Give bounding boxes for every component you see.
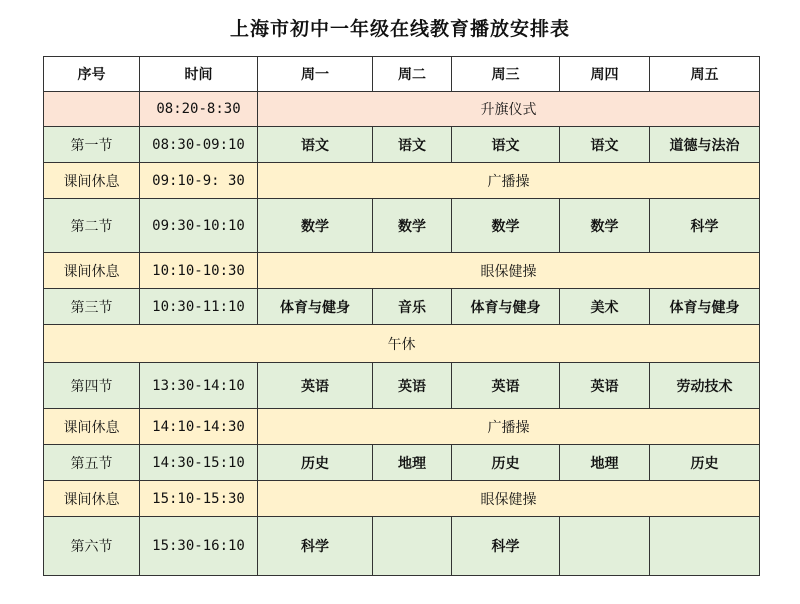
header-time: 时间 <box>140 57 258 92</box>
subject-cell: 劳动技术 <box>650 363 760 409</box>
table-row-period-3 <box>44 289 760 325</box>
period-time: 13:30-14:10 <box>140 363 258 409</box>
break-time: 15:10-15:30 <box>140 481 258 517</box>
break-activity: 眼保健操 <box>258 481 760 517</box>
page-title: 上海市初中一年级在线教育播放安排表 <box>229 18 570 40</box>
subject-cell: 数学 <box>258 199 373 253</box>
subject-cell: 语文 <box>452 127 560 163</box>
ceremony-label: 升旗仪式 <box>258 92 760 127</box>
subject-cell: 美术 <box>560 289 650 325</box>
table-row-period-1 <box>44 127 760 163</box>
subject-cell: 体育与健身 <box>650 289 760 325</box>
header-mon: 周一 <box>258 57 373 92</box>
subject-cell: 语文 <box>258 127 373 163</box>
ceremony-seq <box>44 92 140 127</box>
period-seq: 第六节 <box>44 517 140 576</box>
period-time: 08:30-09:10 <box>140 127 258 163</box>
subject-cell: 地理 <box>560 445 650 481</box>
table-row-period-6 <box>44 517 760 576</box>
ceremony-row <box>44 92 760 127</box>
subject-cell: 数学 <box>373 199 452 253</box>
subject-cell: 科学 <box>650 199 760 253</box>
header-thu: 周四 <box>560 57 650 92</box>
subject-cell: 体育与健身 <box>258 289 373 325</box>
break-activity: 广播操 <box>258 163 760 199</box>
subject-cell: 英语 <box>258 363 373 409</box>
subject-cell: 道德与法治 <box>650 127 760 163</box>
header-wed: 周三 <box>452 57 560 92</box>
period-time: 10:30-11:10 <box>140 289 258 325</box>
header-fri: 周五 <box>650 57 760 92</box>
subject-cell: 英语 <box>373 363 452 409</box>
subject-cell: 英语 <box>560 363 650 409</box>
subject-cell: 语文 <box>560 127 650 163</box>
lunch-label: 午休 <box>44 325 760 363</box>
break-activity: 眼保健操 <box>258 253 760 289</box>
table-row-period-5 <box>44 445 760 481</box>
subject-cell: 数学 <box>560 199 650 253</box>
break-seq: 课间休息 <box>44 409 140 445</box>
table-row-break <box>44 481 760 517</box>
table-row-lunch <box>44 325 760 363</box>
break-time: 10:10-10:30 <box>140 253 258 289</box>
break-seq: 课间休息 <box>44 253 140 289</box>
subject-cell: 历史 <box>452 445 560 481</box>
subject-cell: 音乐 <box>373 289 452 325</box>
schedule-table <box>43 56 760 576</box>
table-row-break <box>44 409 760 445</box>
table-row-period-4 <box>44 363 760 409</box>
ceremony-time: 08:20-8:30 <box>140 92 258 127</box>
table-row-period-2 <box>44 199 760 253</box>
header-row <box>44 57 760 92</box>
subject-cell: 体育与健身 <box>452 289 560 325</box>
table-row-break <box>44 163 760 199</box>
subject-cell <box>650 517 760 576</box>
subject-cell: 历史 <box>650 445 760 481</box>
subject-cell: 科学 <box>258 517 373 576</box>
break-activity: 广播操 <box>258 409 760 445</box>
period-seq: 第二节 <box>44 199 140 253</box>
period-seq: 第四节 <box>44 363 140 409</box>
header-seq: 序号 <box>44 57 140 92</box>
break-seq: 课间休息 <box>44 163 140 199</box>
period-seq: 第三节 <box>44 289 140 325</box>
period-seq: 第五节 <box>44 445 140 481</box>
period-time: 14:30-15:10 <box>140 445 258 481</box>
break-time: 14:10-14:30 <box>140 409 258 445</box>
subject-cell: 英语 <box>452 363 560 409</box>
header-tue: 周二 <box>373 57 452 92</box>
subject-cell: 科学 <box>452 517 560 576</box>
break-time: 09:10-9: 30 <box>140 163 258 199</box>
period-time: 09:30-10:10 <box>140 199 258 253</box>
subject-cell: 语文 <box>373 127 452 163</box>
subject-cell <box>373 517 452 576</box>
period-time: 15:30-16:10 <box>140 517 258 576</box>
subject-cell: 地理 <box>373 445 452 481</box>
subject-cell: 历史 <box>258 445 373 481</box>
period-seq: 第一节 <box>44 127 140 163</box>
subject-cell <box>560 517 650 576</box>
table-row-break <box>44 253 760 289</box>
break-seq: 课间休息 <box>44 481 140 517</box>
subject-cell: 数学 <box>452 199 560 253</box>
